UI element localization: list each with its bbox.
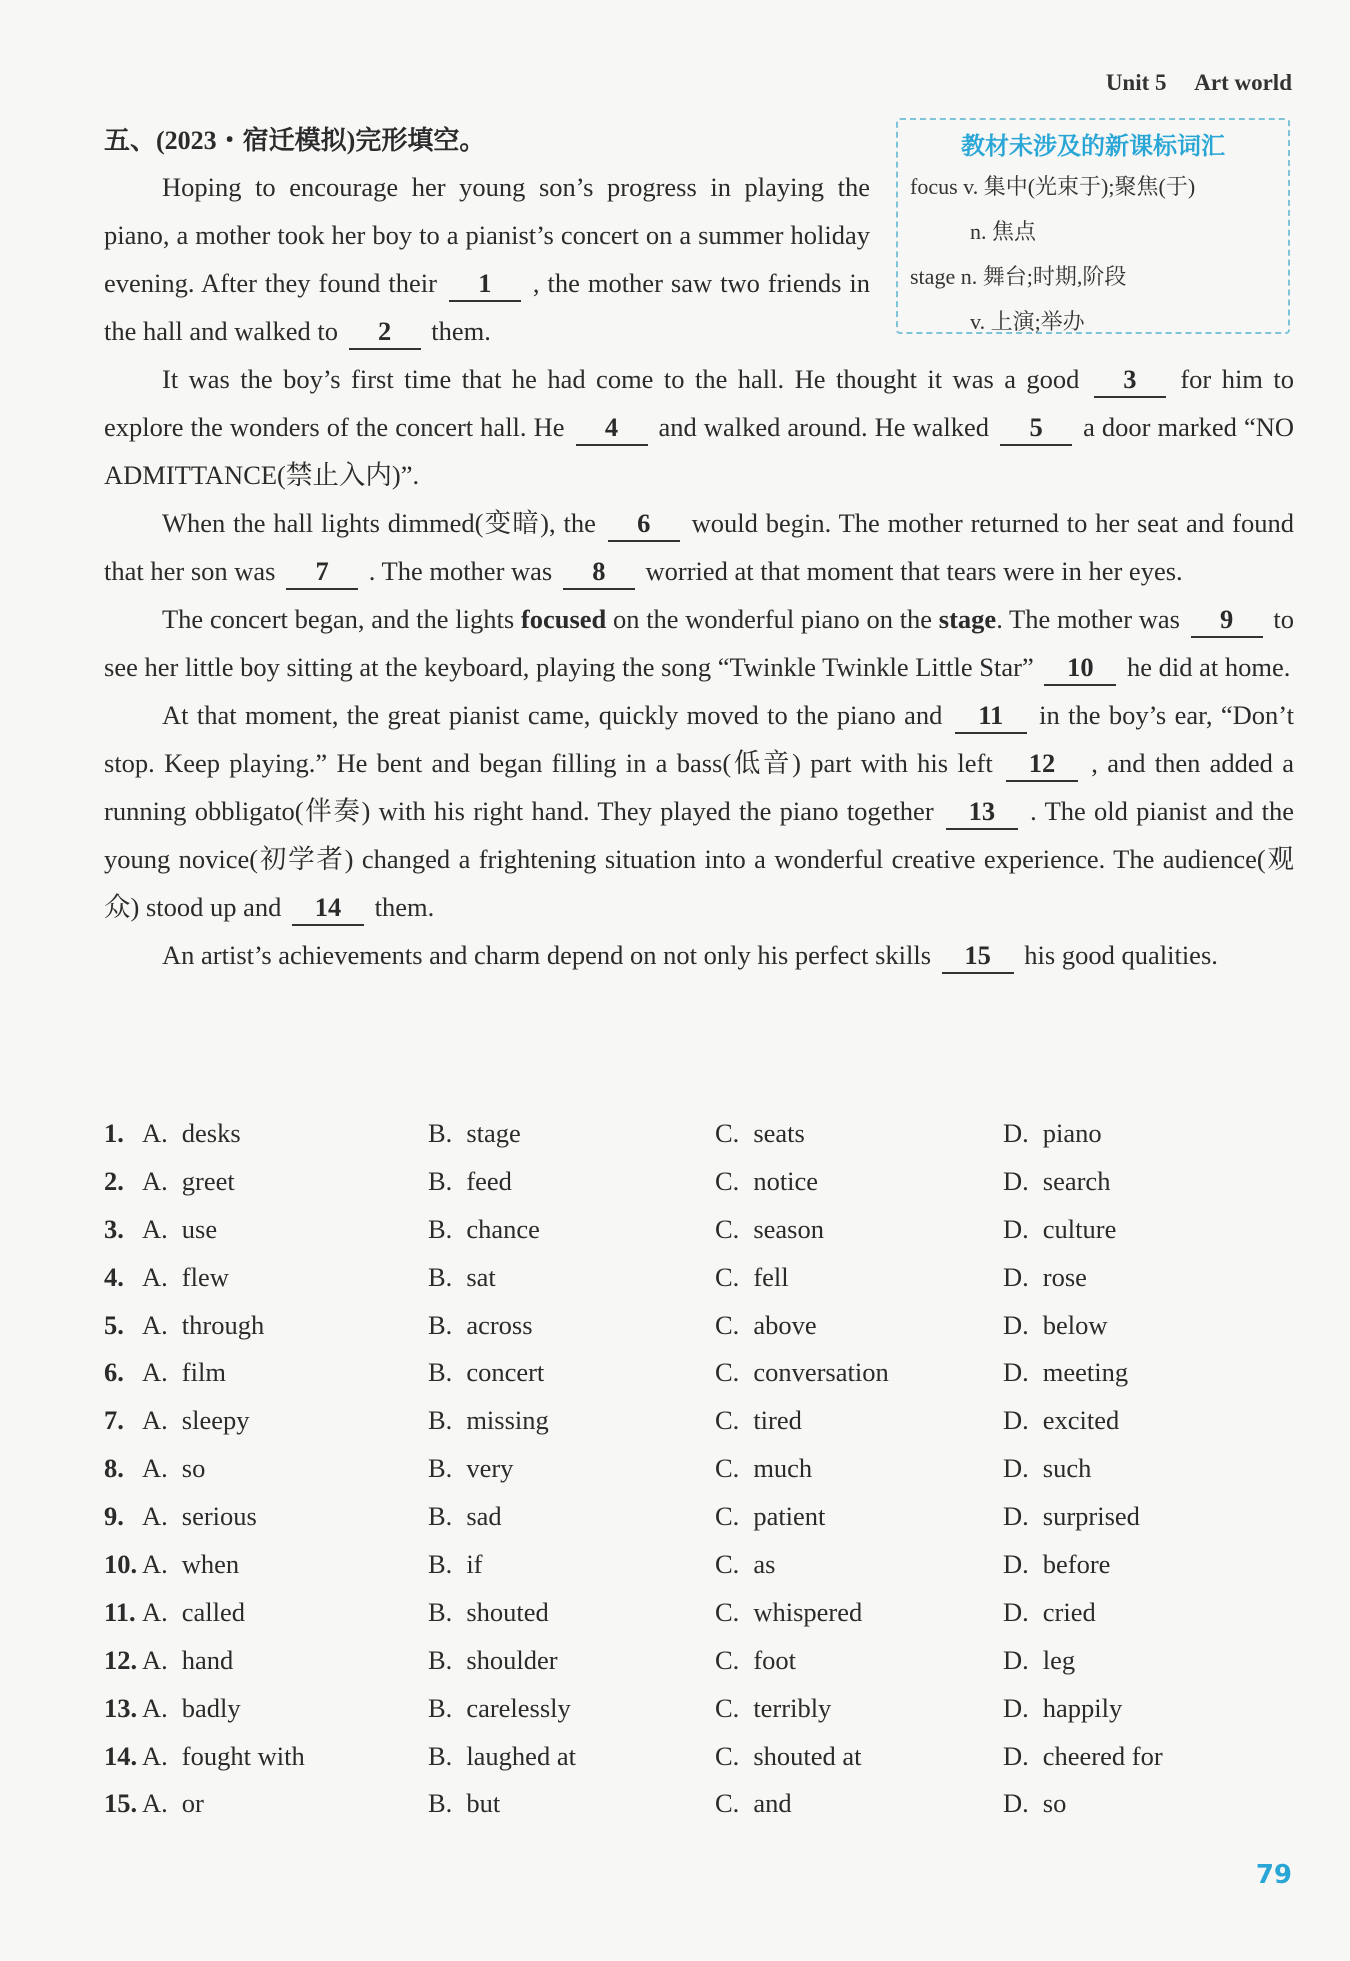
option-text: cried xyxy=(1042,1596,1096,1627)
option-b[interactable] xyxy=(428,1693,571,1724)
option-letter: C. xyxy=(715,1261,740,1292)
option-text: concert xyxy=(466,1357,545,1388)
text-segment: for him to explore the wonders of the concert hall. He xyxy=(104,364,1294,442)
option-letter: B. xyxy=(428,1118,453,1148)
option-letter: B. xyxy=(428,1213,453,1244)
option-letter: C. xyxy=(715,1549,740,1580)
option-b[interactable] xyxy=(428,1597,549,1628)
blank-5: 5 xyxy=(1000,410,1072,446)
option-d[interactable] xyxy=(1003,1405,1119,1436)
text-segment: them. xyxy=(368,892,435,922)
option-text: leg xyxy=(1042,1644,1076,1675)
text-segment: The concert began, and the lights xyxy=(162,604,521,634)
paragraph-5 xyxy=(104,691,1294,931)
option-a[interactable] xyxy=(142,1597,245,1628)
question-13-options xyxy=(104,1693,1294,1741)
option-text: feed xyxy=(466,1165,512,1196)
page-number: 79 xyxy=(1255,1860,1292,1890)
option-text: rose xyxy=(1042,1261,1087,1292)
option-letter: A. xyxy=(142,1501,168,1532)
question-number: 6. xyxy=(104,1357,124,1388)
text-segment: . The mother was xyxy=(362,556,559,586)
option-letter: A. xyxy=(142,1213,168,1244)
question-number: 13. xyxy=(104,1692,138,1723)
option-a[interactable] xyxy=(142,1693,241,1724)
option-a[interactable] xyxy=(142,1741,305,1772)
vocab-word-focused: focused xyxy=(520,604,607,634)
option-letter: A. xyxy=(142,1740,168,1771)
question-number: 9. xyxy=(104,1501,124,1532)
vocab-line-focus-n: n. 焦点 xyxy=(970,219,1037,244)
option-letter: C. xyxy=(715,1692,740,1723)
option-text: but xyxy=(466,1788,501,1819)
question-5-options xyxy=(104,1310,1294,1358)
option-text: flew xyxy=(181,1261,229,1292)
option-b[interactable] xyxy=(428,1262,496,1293)
option-text: before xyxy=(1042,1549,1111,1580)
question-number: 14. xyxy=(104,1740,138,1771)
question-14-options xyxy=(104,1741,1294,1789)
option-text: hand xyxy=(181,1644,234,1675)
option-letter: A. xyxy=(142,1309,168,1340)
question-number: 5. xyxy=(104,1309,124,1340)
option-letter: C. xyxy=(715,1453,740,1484)
option-letter: A. xyxy=(142,1357,168,1388)
paragraph-1 xyxy=(104,163,870,355)
option-text: called xyxy=(181,1596,246,1627)
option-letter: B. xyxy=(428,1788,453,1819)
vocab-line-stage-n: stage n. 舞台;时期,阶段 xyxy=(910,264,1127,289)
paragraph-6 xyxy=(104,931,1294,979)
option-text: serious xyxy=(181,1501,257,1532)
question-2-options xyxy=(104,1166,1294,1214)
option-text: patient xyxy=(753,1501,826,1532)
option-letter: A. xyxy=(142,1692,168,1723)
option-b[interactable] xyxy=(428,1788,500,1819)
option-text: foot xyxy=(753,1644,796,1675)
option-c[interactable] xyxy=(715,1645,796,1676)
option-letter: C. xyxy=(715,1405,740,1436)
option-letter: C. xyxy=(715,1596,740,1627)
option-d[interactable] xyxy=(1003,1788,1066,1819)
text-segment: would begin. The mother returned to her seat and found that her son was xyxy=(104,508,1294,586)
option-text: cheered for xyxy=(1042,1740,1163,1771)
option-letter: B. xyxy=(428,1501,453,1532)
blank-13: 13 xyxy=(946,794,1018,830)
option-letter: B. xyxy=(428,1453,453,1484)
text-segment: , the mother saw two friends in the hall and walked to xyxy=(104,268,870,346)
blank-7: 7 xyxy=(286,554,358,590)
option-text: surprised xyxy=(1042,1501,1140,1532)
blank-8: 8 xyxy=(563,554,635,590)
question-9-options xyxy=(104,1501,1294,1549)
text-segment: An artist’s achievements and charm depend on not only his perfect skills xyxy=(162,940,938,970)
option-text: missing xyxy=(466,1405,549,1436)
option-text: and xyxy=(753,1788,792,1819)
text-segment: in the boy’s ear, “Don’t stop. Keep playing.” He bent and began filling in a bass(低音) part with his left xyxy=(104,700,1294,778)
option-text: above xyxy=(753,1309,817,1340)
option-text: stage xyxy=(466,1118,521,1148)
blank-6: 6 xyxy=(608,506,680,542)
option-letter: B. xyxy=(428,1740,453,1771)
option-text: culture xyxy=(1042,1213,1117,1244)
option-text: as xyxy=(753,1549,776,1580)
option-text: such xyxy=(1042,1453,1092,1484)
option-letter: A. xyxy=(142,1549,168,1580)
question-number: 4. xyxy=(104,1261,124,1292)
option-text: badly xyxy=(181,1692,241,1723)
option-d[interactable] xyxy=(1003,1501,1140,1532)
question-number: 2. xyxy=(104,1165,124,1196)
option-text: greet xyxy=(181,1165,235,1196)
option-a[interactable] xyxy=(142,1405,249,1436)
option-b[interactable] xyxy=(428,1645,558,1676)
option-c[interactable] xyxy=(715,1214,824,1245)
option-c[interactable] xyxy=(715,1788,792,1819)
blank-15: 15 xyxy=(942,938,1014,974)
option-letter: D. xyxy=(1003,1165,1029,1196)
option-c[interactable] xyxy=(715,1741,862,1772)
question-10-options xyxy=(104,1549,1294,1597)
option-text: fell xyxy=(753,1261,789,1292)
text-segment: to see her little boy sitting at the keyboard, playing the song “Twinkle Twinkle Little Star” xyxy=(104,604,1294,682)
text-segment: , and then added a running obbligato(伴奏) with his right hand. They played the piano together xyxy=(104,748,1294,826)
blank-4: 4 xyxy=(576,410,648,446)
question-3-options xyxy=(104,1214,1294,1262)
option-d[interactable] xyxy=(1003,1645,1075,1676)
option-letter: D. xyxy=(1003,1261,1029,1292)
option-letter: C. xyxy=(715,1213,740,1244)
option-d[interactable] xyxy=(1003,1310,1108,1341)
option-letter: A. xyxy=(142,1165,168,1196)
option-d[interactable] xyxy=(1003,1166,1110,1197)
option-letter: C. xyxy=(715,1501,740,1532)
option-c[interactable] xyxy=(715,1453,812,1484)
blank-11: 11 xyxy=(955,698,1027,734)
option-letter: D. xyxy=(1003,1309,1029,1340)
option-letter: B. xyxy=(428,1165,453,1196)
option-text: so xyxy=(181,1453,206,1484)
option-letter: C. xyxy=(715,1740,740,1771)
option-c[interactable] xyxy=(715,1597,862,1628)
option-text: film xyxy=(181,1357,226,1388)
question-12-options xyxy=(104,1645,1294,1693)
text-segment: At that moment, the great pianist came, quickly moved to the piano and xyxy=(162,700,951,730)
option-text: meeting xyxy=(1042,1357,1129,1388)
blank-10: 10 xyxy=(1044,650,1116,686)
text-segment: on the wonderful piano on the xyxy=(606,604,939,634)
option-d[interactable] xyxy=(1003,1118,1102,1149)
option-text: tired xyxy=(753,1405,802,1436)
option-text: excited xyxy=(1042,1405,1120,1436)
option-b[interactable] xyxy=(428,1501,502,1532)
option-text: when xyxy=(181,1549,240,1580)
option-text: laughed at xyxy=(466,1740,576,1771)
question-number: 11. xyxy=(104,1596,136,1627)
option-letter: D. xyxy=(1003,1453,1029,1484)
text-segment: . The old pianist and the young novice(初学者) changed a frightening situation into a wonderful creative experience. The audience(观众) stood up and xyxy=(104,796,1294,922)
option-text: seats xyxy=(753,1118,805,1148)
option-c[interactable] xyxy=(715,1501,825,1532)
option-a[interactable] xyxy=(142,1310,264,1341)
option-text: sad xyxy=(466,1501,502,1532)
option-text: shoulder xyxy=(466,1644,558,1675)
option-text: shouted at xyxy=(753,1740,862,1771)
option-d[interactable] xyxy=(1003,1357,1128,1388)
option-a[interactable] xyxy=(142,1501,257,1532)
question-6-options xyxy=(104,1357,1294,1405)
question-15-options xyxy=(104,1788,1294,1836)
vocab-line-stage-v: v. 上演;举办 xyxy=(970,309,1085,334)
option-letter: B. xyxy=(428,1692,453,1723)
option-b[interactable] xyxy=(428,1357,544,1388)
blank-3: 3 xyxy=(1094,362,1166,398)
option-c[interactable] xyxy=(715,1118,805,1149)
text-segment: When the hall lights dimmed(变暗), the xyxy=(162,508,604,538)
paragraph-3 xyxy=(104,499,1294,595)
option-a[interactable] xyxy=(142,1262,229,1293)
option-letter: B. xyxy=(428,1405,453,1436)
option-text: search xyxy=(1042,1165,1111,1196)
question-number: 12. xyxy=(104,1644,138,1675)
option-letter: B. xyxy=(428,1309,453,1340)
option-letter: A. xyxy=(142,1405,168,1436)
option-b[interactable] xyxy=(428,1166,512,1197)
option-text: across xyxy=(466,1309,533,1340)
option-text: if xyxy=(466,1549,483,1580)
blank-9: 9 xyxy=(1191,602,1263,638)
question-number: 15. xyxy=(104,1788,138,1819)
text-segment: and walked around. He walked xyxy=(651,412,997,442)
option-text: desks xyxy=(181,1118,241,1148)
option-b[interactable] xyxy=(428,1549,483,1580)
text-segment: Hoping to encourage her young son’s progress in playing the piano, a mother took her boy to a pianist’s concert on a summer holiday evening. After they found their xyxy=(104,172,870,298)
option-a[interactable] xyxy=(142,1166,235,1197)
option-letter: D. xyxy=(1003,1549,1029,1580)
option-letter: D. xyxy=(1003,1501,1029,1532)
option-text: conversation xyxy=(753,1357,889,1388)
option-b[interactable] xyxy=(428,1214,540,1245)
option-text: very xyxy=(466,1453,514,1484)
option-letter: D. xyxy=(1003,1405,1029,1436)
option-text: notice xyxy=(753,1165,819,1196)
option-letter: D. xyxy=(1003,1788,1029,1819)
option-text: through xyxy=(181,1309,265,1340)
text-segment: he did at home. xyxy=(1120,652,1291,682)
option-letter: D. xyxy=(1003,1118,1029,1148)
option-letter: D. xyxy=(1003,1644,1029,1675)
text-segment: his good qualities. xyxy=(1017,940,1218,970)
option-text: whispered xyxy=(753,1596,863,1627)
option-text: season xyxy=(753,1213,824,1244)
option-letter: B. xyxy=(428,1644,453,1675)
option-text: or xyxy=(181,1788,204,1819)
option-b[interactable] xyxy=(428,1118,521,1149)
option-text: below xyxy=(1042,1309,1108,1340)
option-c[interactable] xyxy=(715,1357,889,1388)
cloze-passage xyxy=(104,163,1294,979)
text-segment: worried at that moment that tears were in her eyes. xyxy=(638,556,1183,586)
option-c[interactable] xyxy=(715,1262,789,1293)
option-b[interactable] xyxy=(428,1405,549,1436)
option-letter: A. xyxy=(142,1118,168,1148)
option-letter: C. xyxy=(715,1357,740,1388)
question-11-options xyxy=(104,1597,1294,1645)
text-segment: . The mother was xyxy=(996,604,1187,634)
option-letter: C. xyxy=(715,1309,740,1340)
option-letter: A. xyxy=(142,1596,168,1627)
text-segment: a door marked “NO ADMITTANCE(禁止入内)”. xyxy=(104,412,1294,490)
option-text: terribly xyxy=(753,1692,832,1723)
question-1-options xyxy=(104,1118,1294,1166)
text-segment: It was the boy’s first time that he had come to the hall. He thought it was a good xyxy=(162,364,1090,394)
option-text: fought with xyxy=(181,1740,305,1771)
question-number: 8. xyxy=(104,1453,124,1484)
option-a[interactable] xyxy=(142,1788,204,1819)
option-text: chance xyxy=(466,1213,540,1244)
option-d[interactable] xyxy=(1003,1453,1091,1484)
option-letter: B. xyxy=(428,1596,453,1627)
option-a[interactable] xyxy=(142,1214,217,1245)
unit-title: Art world xyxy=(1194,70,1292,95)
option-letter: C. xyxy=(715,1165,740,1196)
option-letter: D. xyxy=(1003,1357,1029,1388)
unit-label: Unit 5 xyxy=(1105,70,1167,95)
section-title: 五、(2023・宿迁模拟)完形填空。 xyxy=(104,126,486,155)
question-number: 1. xyxy=(104,1118,124,1148)
option-letter: D. xyxy=(1003,1692,1029,1723)
option-text: sleepy xyxy=(181,1405,250,1436)
option-d[interactable] xyxy=(1003,1693,1122,1724)
option-c[interactable] xyxy=(715,1405,802,1436)
option-d[interactable] xyxy=(1003,1262,1087,1293)
question-number: 3. xyxy=(104,1213,124,1244)
option-letter: C. xyxy=(715,1788,740,1819)
option-b[interactable] xyxy=(428,1453,513,1484)
option-a[interactable] xyxy=(142,1118,241,1149)
option-text: sat xyxy=(466,1261,496,1292)
text-segment: them. xyxy=(424,316,491,346)
question-number: 7. xyxy=(104,1405,124,1436)
option-text: happily xyxy=(1042,1692,1123,1723)
option-letter: B. xyxy=(428,1261,453,1292)
option-a[interactable] xyxy=(142,1645,233,1676)
blank-12: 12 xyxy=(1006,746,1078,782)
option-text: carelessly xyxy=(466,1692,571,1723)
option-a[interactable] xyxy=(142,1453,205,1484)
vocab-word-stage: stage xyxy=(938,604,997,634)
option-d[interactable] xyxy=(1003,1741,1163,1772)
vocab-line-focus-v: focus v. 集中(光束于);聚焦(于) xyxy=(910,174,1196,199)
option-text: much xyxy=(753,1453,813,1484)
question-4-options xyxy=(104,1262,1294,1310)
option-b[interactable] xyxy=(428,1310,533,1341)
paragraph-4 xyxy=(104,595,1294,691)
option-b[interactable] xyxy=(428,1741,576,1772)
option-letter: C. xyxy=(715,1118,740,1148)
option-c[interactable] xyxy=(715,1166,818,1197)
option-d[interactable] xyxy=(1003,1597,1096,1628)
option-c[interactable] xyxy=(715,1693,831,1724)
vocab-title: 教材未涉及的新课标词汇 xyxy=(961,132,1225,160)
option-c[interactable] xyxy=(715,1549,775,1580)
option-letter: C. xyxy=(715,1644,740,1675)
blank-2: 2 xyxy=(349,314,421,350)
option-letter: B. xyxy=(428,1357,453,1388)
option-letter: A. xyxy=(142,1453,168,1484)
option-letter: D. xyxy=(1003,1596,1029,1627)
blank-1: 1 xyxy=(449,266,521,302)
question-8-options xyxy=(104,1453,1294,1501)
question-7-options xyxy=(104,1405,1294,1453)
option-letter: D. xyxy=(1003,1740,1029,1771)
option-letter: D. xyxy=(1003,1213,1029,1244)
option-letter: A. xyxy=(142,1644,168,1675)
option-text: so xyxy=(1042,1788,1067,1819)
unit-header xyxy=(1106,70,1292,96)
option-letter: A. xyxy=(142,1261,168,1292)
paragraph-2 xyxy=(104,355,1294,499)
option-d[interactable] xyxy=(1003,1549,1110,1580)
question-number: 10. xyxy=(104,1549,138,1580)
option-d[interactable] xyxy=(1003,1214,1116,1245)
option-text: use xyxy=(181,1213,218,1244)
option-c[interactable] xyxy=(715,1310,817,1341)
option-text: piano xyxy=(1042,1118,1102,1148)
answer-options xyxy=(104,1118,1294,1836)
option-a[interactable] xyxy=(142,1357,226,1388)
option-a[interactable] xyxy=(142,1549,239,1580)
option-letter: A. xyxy=(142,1788,168,1819)
blank-14: 14 xyxy=(292,890,364,926)
option-text: shouted xyxy=(466,1596,549,1627)
option-letter: B. xyxy=(428,1549,453,1580)
